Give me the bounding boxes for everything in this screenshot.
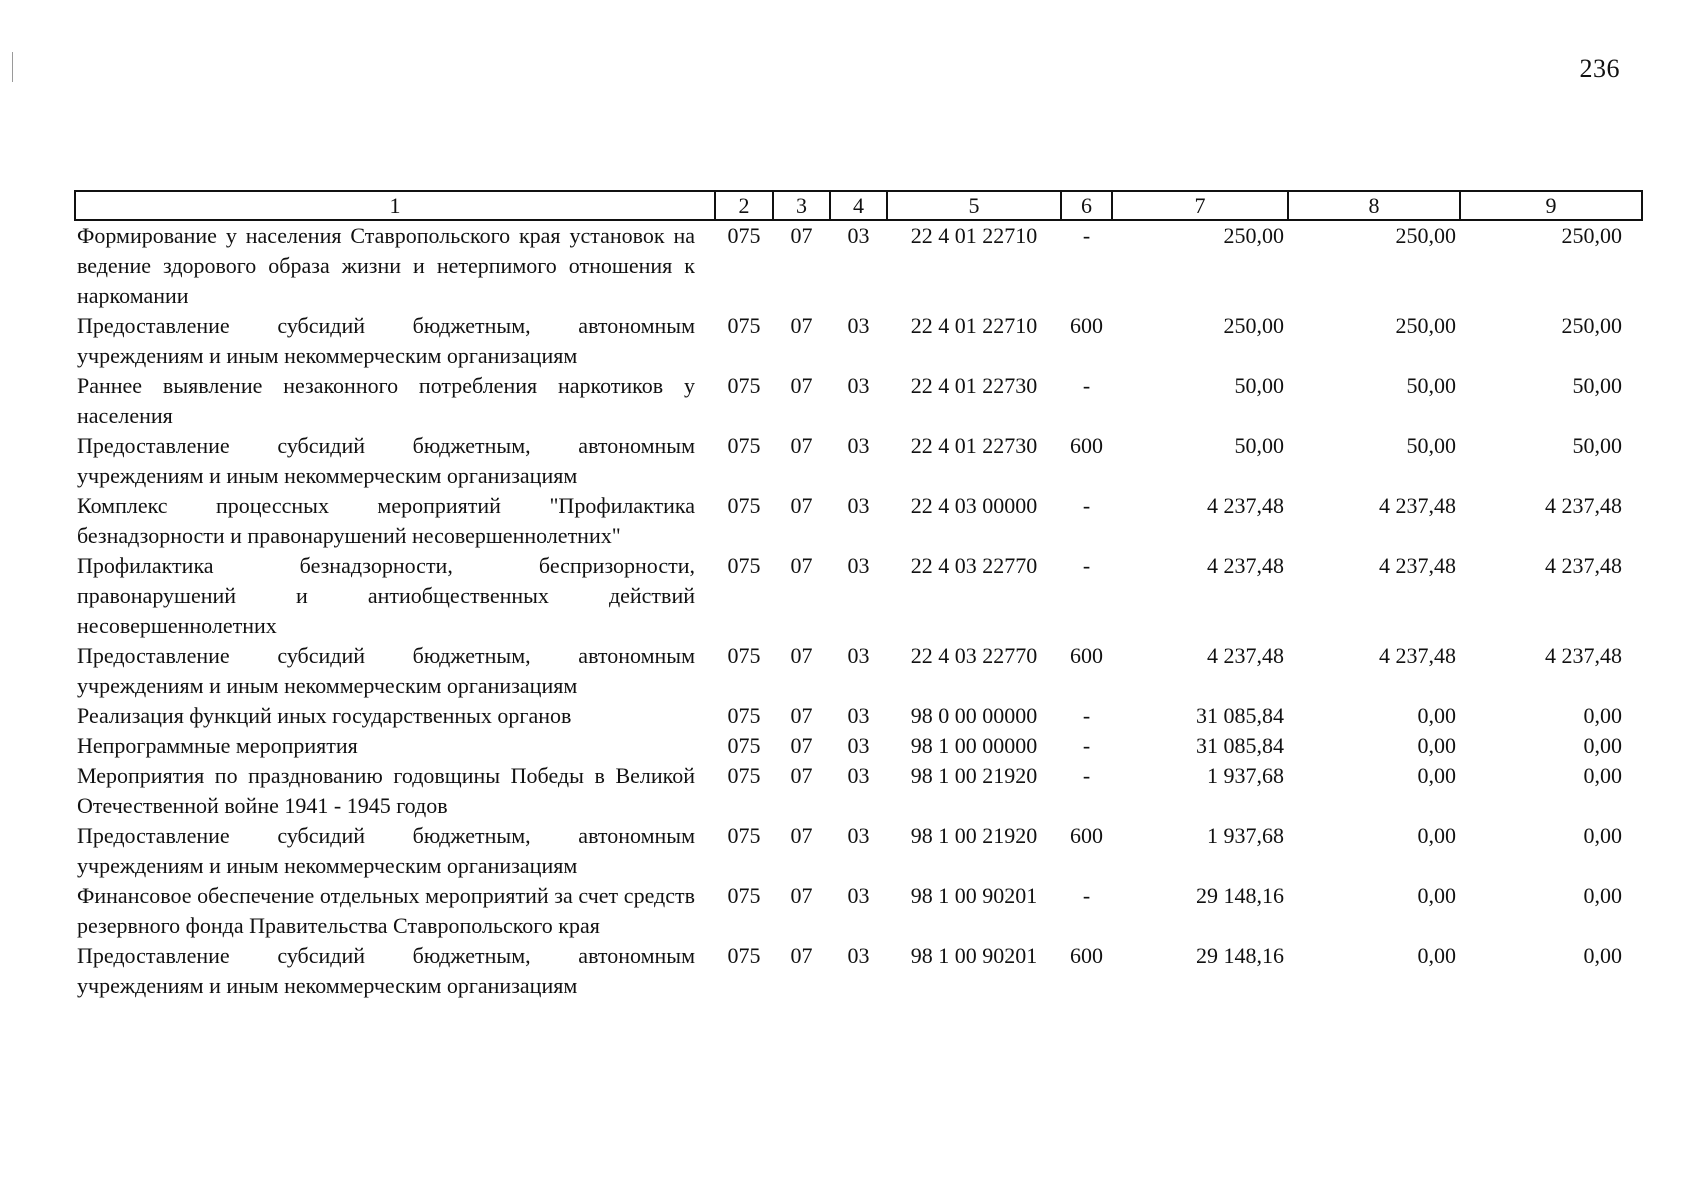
col-4-value: 03 xyxy=(847,223,870,248)
col-7-value: 29 148,16 xyxy=(1196,943,1284,968)
col-9-value: 0,00 xyxy=(1583,703,1622,728)
col-5-value: 22 4 01 22710 xyxy=(910,313,1038,338)
col-8-value: 50,00 xyxy=(1406,433,1456,458)
col-7-value: 50,00 xyxy=(1234,373,1284,398)
col-2-value: 075 xyxy=(727,373,761,398)
col-4-value: 03 xyxy=(847,433,870,458)
col-5-value: 98 1 00 00000 xyxy=(910,733,1038,758)
col-9-value: 50,00 xyxy=(1572,433,1622,458)
table-row xyxy=(75,821,1642,881)
table-row xyxy=(75,941,1642,1001)
col-3-value: 07 xyxy=(790,823,813,848)
col-9-value: 4 237,48 xyxy=(1545,553,1622,578)
col-8-value: 4 237,48 xyxy=(1379,643,1456,668)
col-4-value: 03 xyxy=(847,313,870,338)
col-8-value: 250,00 xyxy=(1395,223,1456,248)
col-4-value: 03 xyxy=(847,553,870,578)
col-6-value: - xyxy=(1082,883,1091,908)
column-header-7: 7 xyxy=(1112,191,1288,220)
col-9-value: 0,00 xyxy=(1583,733,1622,758)
col-2-value: 075 xyxy=(727,313,761,338)
col-3-value: 07 xyxy=(790,433,813,458)
row-name: Профилактика безнадзорности, беспризорности, правонарушений и антиобщественных действий несовершеннолетних xyxy=(77,553,695,638)
col-5-value: 98 1 00 21920 xyxy=(910,823,1038,848)
table-row xyxy=(75,220,1642,311)
budget-table xyxy=(74,190,1643,1001)
row-name: Непрограммные мероприятия xyxy=(77,733,358,758)
col-5-value: 98 1 00 90201 xyxy=(910,943,1038,968)
col-2-value: 075 xyxy=(727,733,761,758)
col-8-value: 0,00 xyxy=(1417,823,1456,848)
col-3-value: 07 xyxy=(790,553,813,578)
col-7-value: 250,00 xyxy=(1223,223,1284,248)
col-3-value: 07 xyxy=(790,313,813,338)
col-6-value: - xyxy=(1082,373,1091,398)
col-6-value: 600 xyxy=(1070,313,1103,338)
col-7-value: 50,00 xyxy=(1234,433,1284,458)
col-4-value: 03 xyxy=(847,763,870,788)
col-9-value: 0,00 xyxy=(1583,943,1622,968)
col-8-value: 0,00 xyxy=(1417,943,1456,968)
row-name: Финансовое обеспечение отдельных мероприятий за счет средств резервного фонда Правительства Ставропольского края xyxy=(77,883,695,938)
row-name: Формирование у населения Ставропольского края установок на ведение здорового образа жизни и нетерпимого отношения к наркомании xyxy=(77,223,695,308)
col-2-value: 075 xyxy=(727,943,761,968)
table-row xyxy=(75,701,1642,731)
row-name: Предоставление субсидий бюджетным, автономным учреждениям и иным некоммерческим организациям xyxy=(77,823,695,878)
col-6-value: - xyxy=(1082,223,1091,248)
table-row xyxy=(75,641,1642,701)
col-7-value: 1 937,68 xyxy=(1207,823,1284,848)
col-6-value: - xyxy=(1082,703,1091,728)
column-header-3: 3 xyxy=(773,191,830,220)
col-6-value: 600 xyxy=(1070,823,1103,848)
col-6-value: - xyxy=(1082,763,1091,788)
col-5-value: 22 4 01 22730 xyxy=(910,373,1038,398)
col-9-value: 4 237,48 xyxy=(1545,493,1622,518)
col-3-value: 07 xyxy=(790,223,813,248)
table-row xyxy=(75,371,1642,431)
column-header-5: 5 xyxy=(887,191,1061,220)
col-6-value: 600 xyxy=(1070,433,1103,458)
col-2-value: 075 xyxy=(727,643,761,668)
scan-edge-mark xyxy=(12,52,13,82)
col-8-value: 50,00 xyxy=(1406,373,1456,398)
col-6-value: 600 xyxy=(1070,643,1103,668)
col-2-value: 075 xyxy=(727,763,761,788)
col-8-value: 0,00 xyxy=(1417,733,1456,758)
row-name: Раннее выявление незаконного потребления наркотиков у населения xyxy=(77,373,695,428)
column-header-1: 1 xyxy=(75,191,715,220)
table-row xyxy=(75,491,1642,551)
table-row xyxy=(75,431,1642,491)
col-3-value: 07 xyxy=(790,373,813,398)
col-8-value: 0,00 xyxy=(1417,703,1456,728)
col-3-value: 07 xyxy=(790,643,813,668)
col-4-value: 03 xyxy=(847,643,870,668)
col-6-value: - xyxy=(1082,733,1091,758)
col-9-value: 250,00 xyxy=(1561,223,1622,248)
col-3-value: 07 xyxy=(790,733,813,758)
col-5-value: 22 4 03 00000 xyxy=(910,493,1038,518)
col-6-value: - xyxy=(1082,493,1091,518)
row-name: Предоставление субсидий бюджетным, автономным учреждениям и иным некоммерческим организациям xyxy=(77,313,695,368)
page-number: 236 xyxy=(1579,54,1620,83)
col-4-value: 03 xyxy=(847,733,870,758)
column-header-4: 4 xyxy=(830,191,887,220)
row-name: Предоставление субсидий бюджетным, автономным учреждениям и иным некоммерческим организациям xyxy=(77,433,695,488)
col-8-value: 4 237,48 xyxy=(1379,553,1456,578)
col-4-value: 03 xyxy=(847,823,870,848)
col-9-value: 250,00 xyxy=(1561,313,1622,338)
row-name: Предоставление субсидий бюджетным, автономным учреждениям и иным некоммерческим организациям xyxy=(77,943,695,998)
col-2-value: 075 xyxy=(727,433,761,458)
col-8-value: 250,00 xyxy=(1395,313,1456,338)
col-5-value: 98 0 00 00000 xyxy=(910,703,1038,728)
table-row xyxy=(75,731,1642,761)
col-3-value: 07 xyxy=(790,943,813,968)
col-3-value: 07 xyxy=(790,883,813,908)
table-body xyxy=(75,220,1642,1001)
col-8-value: 0,00 xyxy=(1417,763,1456,788)
row-name: Комплекс процессных мероприятий "Профилактика безнадзорности и правонарушений несовершеннолетних" xyxy=(77,493,695,548)
col-5-value: 22 4 01 22730 xyxy=(910,433,1038,458)
col-4-value: 03 xyxy=(847,373,870,398)
col-7-value: 250,00 xyxy=(1223,313,1284,338)
col-4-value: 03 xyxy=(847,883,870,908)
col-4-value: 03 xyxy=(847,943,870,968)
col-7-value: 31 085,84 xyxy=(1196,703,1284,728)
col-8-value: 0,00 xyxy=(1417,883,1456,908)
column-header-9: 9 xyxy=(1460,191,1642,220)
column-header-8: 8 xyxy=(1288,191,1460,220)
col-5-value: 22 4 01 22710 xyxy=(910,223,1038,248)
col-9-value: 0,00 xyxy=(1583,763,1622,788)
col-3-value: 07 xyxy=(790,493,813,518)
col-2-value: 075 xyxy=(727,553,761,578)
col-2-value: 075 xyxy=(727,823,761,848)
col-9-value: 0,00 xyxy=(1583,823,1622,848)
header-row xyxy=(75,191,1642,220)
col-7-value: 4 237,48 xyxy=(1207,553,1284,578)
table-header xyxy=(75,191,1642,220)
col-2-value: 075 xyxy=(727,883,761,908)
table-row xyxy=(75,311,1642,371)
col-5-value: 98 1 00 21920 xyxy=(910,763,1038,788)
col-4-value: 03 xyxy=(847,493,870,518)
row-name: Предоставление субсидий бюджетным, автономным учреждениям и иным некоммерческим организациям xyxy=(77,643,695,698)
col-7-value: 31 085,84 xyxy=(1196,733,1284,758)
row-name: Реализация функций иных государственных органов xyxy=(77,703,572,728)
col-5-value: 22 4 03 22770 xyxy=(910,553,1038,578)
col-2-value: 075 xyxy=(727,493,761,518)
column-header-2: 2 xyxy=(715,191,773,220)
col-3-value: 07 xyxy=(790,763,813,788)
col-7-value: 4 237,48 xyxy=(1207,493,1284,518)
col-9-value: 50,00 xyxy=(1572,373,1622,398)
row-name: Мероприятия по празднованию годовщины Победы в Великой Отечественной войне 1941 - 1945 годов xyxy=(77,763,695,818)
col-9-value: 4 237,48 xyxy=(1545,643,1622,668)
col-7-value: 4 237,48 xyxy=(1207,643,1284,668)
col-3-value: 07 xyxy=(790,703,813,728)
col-7-value: 29 148,16 xyxy=(1196,883,1284,908)
col-6-value: 600 xyxy=(1070,943,1103,968)
col-5-value: 98 1 00 90201 xyxy=(910,883,1038,908)
table-row xyxy=(75,881,1642,941)
table-row xyxy=(75,551,1642,641)
col-5-value: 22 4 03 22770 xyxy=(910,643,1038,668)
col-6-value: - xyxy=(1082,553,1091,578)
table-row xyxy=(75,761,1642,821)
col-7-value: 1 937,68 xyxy=(1207,763,1284,788)
column-header-6: 6 xyxy=(1061,191,1112,220)
col-8-value: 4 237,48 xyxy=(1379,493,1456,518)
col-2-value: 075 xyxy=(727,223,761,248)
col-9-value: 0,00 xyxy=(1583,883,1622,908)
col-2-value: 075 xyxy=(727,703,761,728)
col-4-value: 03 xyxy=(847,703,870,728)
